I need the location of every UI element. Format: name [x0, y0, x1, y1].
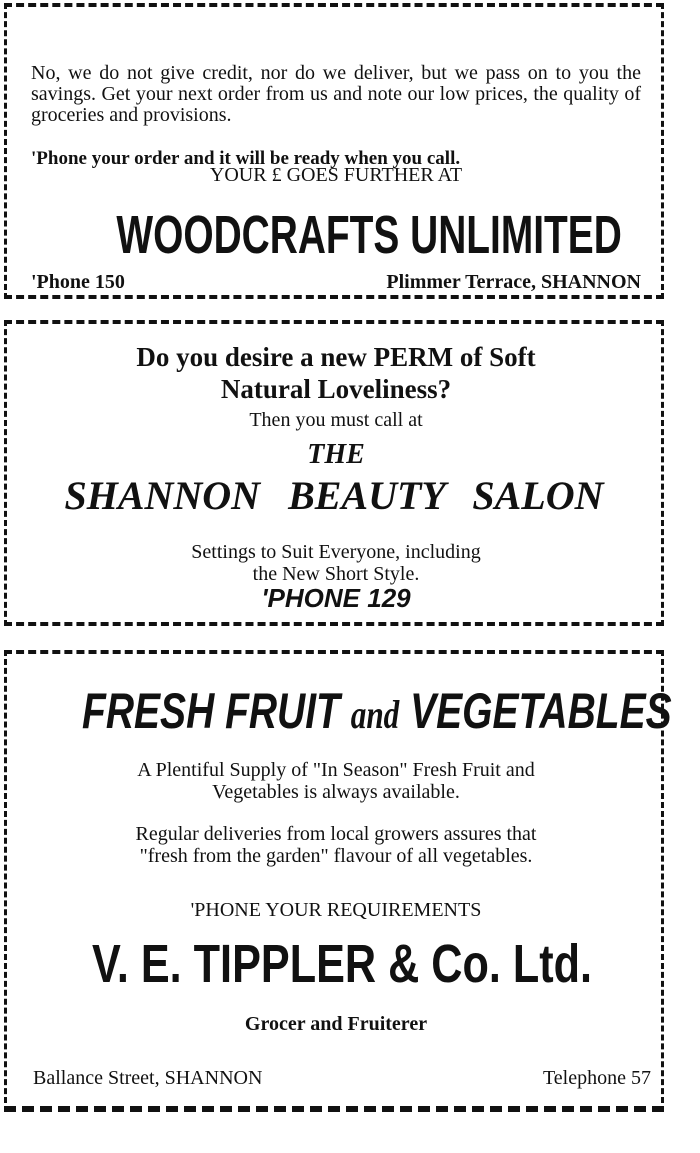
phone-number: 'Phone 150 — [31, 271, 125, 293]
headline-line-2: Natural Loveliness? — [220, 374, 452, 404]
supply-line-1: A Plentiful Supply of "In Season" Fresh Fruit and — [137, 759, 535, 781]
business-name: WOODCRAFTS UNLIMITED — [116, 205, 622, 265]
headline-fresh-fruit: FRESH FRUIT — [82, 683, 340, 739]
phone-order-line: 'Phone your order and it will be ready when you call. — [31, 148, 461, 169]
salon-name: SHANNON BEAUTY SALON — [64, 473, 604, 518]
tagline: YOUR £ GOES FURTHER AT — [209, 164, 463, 186]
headline-line-1: Do you desire a new PERM of Soft — [136, 342, 536, 372]
headline-and: and — [350, 692, 400, 737]
address: Ballance Street, SHANNON — [33, 1067, 263, 1089]
deliveries-line-1: Regular deliveries from local growers assures that — [135, 823, 537, 845]
tippler-advertisement — [4, 650, 672, 1112]
woodcrafts-advertisement — [4, 3, 664, 299]
trade-description: Grocer and Fruiterer — [244, 1013, 428, 1035]
deliveries-line-2: "fresh from the garden" flavour of all vegetables. — [139, 845, 533, 867]
business-name: V. E. TIPPLER & Co. Ltd. — [92, 934, 593, 994]
headline — [82, 683, 672, 742]
phone-requirements: 'PHONE YOUR REQUIREMENTS — [190, 899, 482, 921]
supply-line-2: Vegetables is always available. — [212, 781, 460, 803]
telephone: Telephone 57 — [542, 1067, 651, 1089]
salon-the: THE — [307, 439, 365, 470]
salon-phone: 'PHONE 129 — [261, 583, 411, 613]
address: Plimmer Terrace, SHANNON — [386, 271, 641, 293]
settings-line-1: Settings to Suit Everyone, including — [191, 541, 481, 563]
settings-line-2: the New Short Style. — [252, 563, 420, 585]
headline-vegetables: VEGETABLES — [410, 683, 672, 739]
ad-body-text: No, we do not give credit, nor do we deliver, but we pass on to you the savings. Get your next order from us and note our low prices, the quality of groceries and provisions. — [31, 62, 641, 126]
beauty-salon-advertisement — [4, 320, 664, 626]
subline: Then you must call at — [249, 409, 423, 431]
